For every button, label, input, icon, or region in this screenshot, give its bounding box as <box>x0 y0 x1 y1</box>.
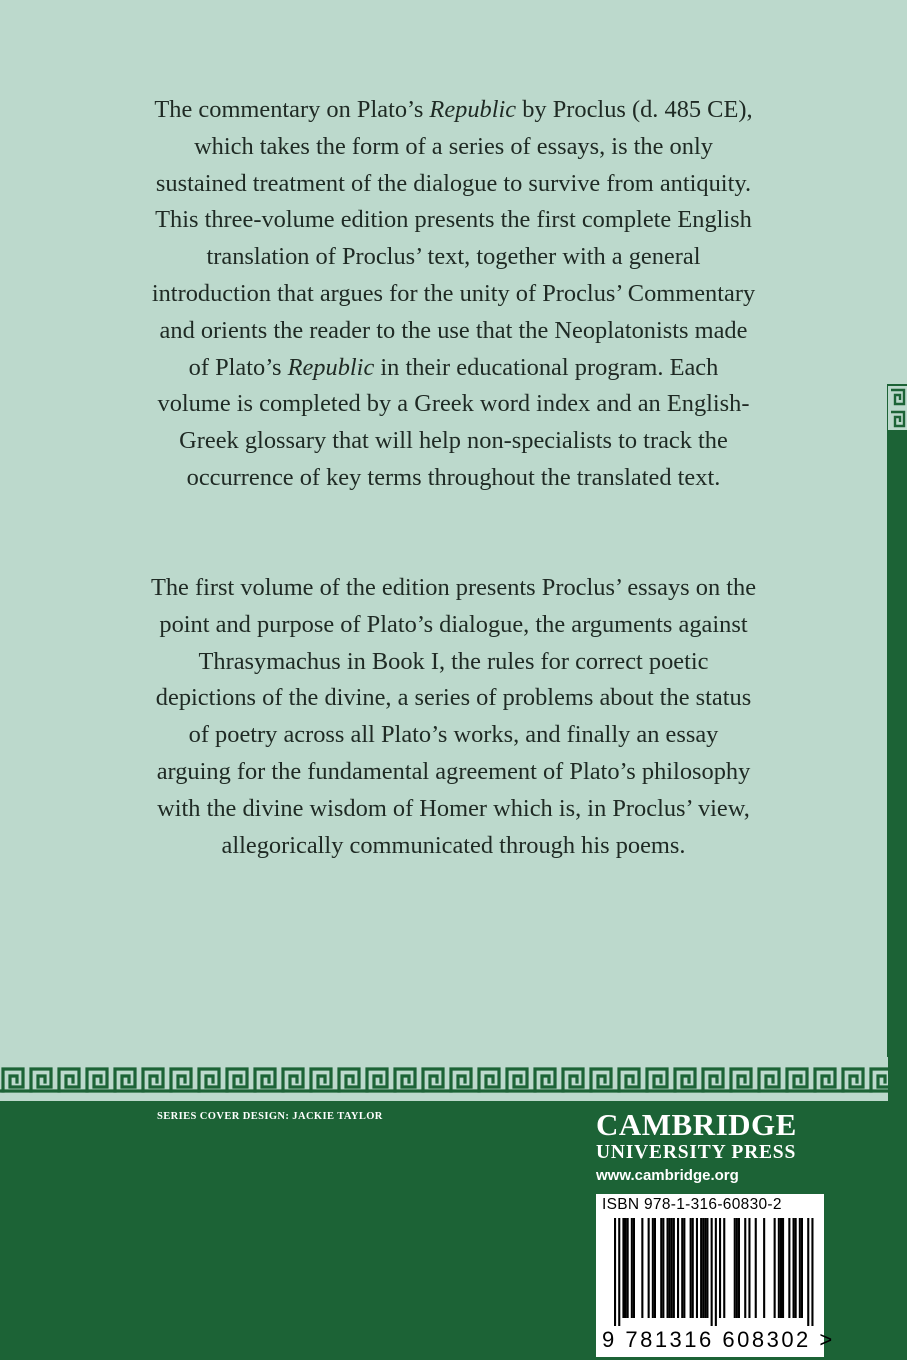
barcode-bar <box>774 1218 776 1318</box>
blurb-paragraph-2: The first volume of the edition presents Proclus’ essays on the point and purpose of Plato’s dialogue, the arguments against Thrasymachus in Book I, the rules for correct poetic depictions of the divine, a series of problems about the status of poetry across all Plato’s works, and finally an essay arguing for the fundamental agreement of Plato’s philosophy with the divine wisdom of Homer which is, in Proclus’ view, allegorically communicated through his poems. <box>150 574 757 859</box>
barcode-bar <box>736 1218 738 1318</box>
barcode-bar <box>795 1218 797 1318</box>
barcode-bars <box>596 1218 824 1330</box>
barcode-bar <box>627 1218 629 1318</box>
barcode-bar <box>648 1218 650 1318</box>
barcode-bar <box>618 1218 620 1326</box>
barcode-bar <box>763 1218 765 1318</box>
blurb-title-italic: Republic <box>429 96 517 123</box>
isbn-barcode <box>596 1194 835 1357</box>
barcode-bar <box>631 1218 633 1318</box>
barcode-bar <box>738 1218 740 1318</box>
barcode-bar <box>788 1218 790 1318</box>
barcode-bar <box>660 1218 662 1318</box>
barcode-bar <box>706 1218 708 1318</box>
barcode-bar <box>799 1218 801 1318</box>
barcode-bar <box>734 1218 736 1318</box>
barcode-bar <box>715 1218 717 1326</box>
barcode-bar <box>681 1218 683 1318</box>
barcode-bar <box>633 1218 635 1318</box>
isbn-label: ISBN 978-1-316-60830-2 <box>602 1196 782 1213</box>
barcode-bar <box>673 1218 675 1318</box>
barcode-bar <box>702 1218 704 1318</box>
publisher-url: www.cambridge.org <box>596 1167 739 1184</box>
barcode-bar <box>667 1218 669 1318</box>
cover-design-credit: SERIES COVER DESIGN: JACKIE TAYLOR <box>157 1111 383 1122</box>
barcode-digits: 9 781316 608302 > <box>602 1327 835 1352</box>
publisher-name: CAMBRIDGE <box>596 1107 797 1142</box>
blurb-paragraph-1 <box>150 92 757 497</box>
barcode-bar <box>700 1218 702 1318</box>
barcode-bar <box>683 1218 685 1318</box>
barcode-bar <box>622 1218 624 1318</box>
barcode-bar <box>654 1218 656 1318</box>
barcode-bar <box>711 1218 713 1326</box>
barcode-bar <box>793 1218 795 1318</box>
barcode-bar <box>723 1218 725 1318</box>
barcode-bar <box>669 1218 671 1318</box>
barcode-bar <box>692 1218 694 1318</box>
publisher-subtitle: UNIVERSITY PRESS <box>596 1142 797 1163</box>
barcode-bar <box>780 1218 782 1318</box>
barcode-bar <box>614 1218 616 1326</box>
blurb-title-italic: Republic <box>287 353 375 381</box>
barcode-bar <box>696 1218 698 1318</box>
blurb-text: The commentary on Plato’s <box>154 96 430 123</box>
barcode-bar <box>744 1218 746 1318</box>
barcode-bar <box>807 1218 809 1326</box>
barcode-bar <box>748 1218 750 1318</box>
greek-key-border <box>0 1057 888 1101</box>
greek-key-ornament-spine <box>888 386 907 430</box>
blurb-text: in their educational program. Each volume is completed by a Greek word index and an English-Greek glossary that will help non-specialists to track the occurrence of key terms throughout the translated text. <box>157 353 750 491</box>
barcode-bar <box>755 1218 757 1318</box>
barcode-bar <box>652 1218 654 1318</box>
blurb-text: by Proclus (d. 485 CE), which takes the form of a series of essays, is the only sustained treatment of the dialogue to survive from antiquity. This three-volume edition presents the first complete English translation of Proclus’ text, together with a general introduction that argues for the unity of Proclus’ Commentary and orients the reader to the use that the Neoplatonists made of Plato’s <box>151 96 756 381</box>
barcode-bar <box>677 1218 679 1318</box>
barcode-bar <box>811 1218 813 1326</box>
barcode-bar <box>782 1218 784 1318</box>
barcode-bar <box>690 1218 692 1318</box>
barcode-bar <box>662 1218 664 1318</box>
barcode-bar <box>719 1218 721 1318</box>
barcode-bar <box>641 1218 643 1318</box>
publisher-logo <box>596 1108 828 1186</box>
barcode-bar <box>778 1218 780 1318</box>
barcode-bar <box>801 1218 803 1318</box>
barcode-bar <box>704 1218 706 1318</box>
barcode-bar <box>625 1218 627 1318</box>
barcode-bar <box>671 1218 673 1318</box>
spine-green-strip <box>887 384 907 1360</box>
